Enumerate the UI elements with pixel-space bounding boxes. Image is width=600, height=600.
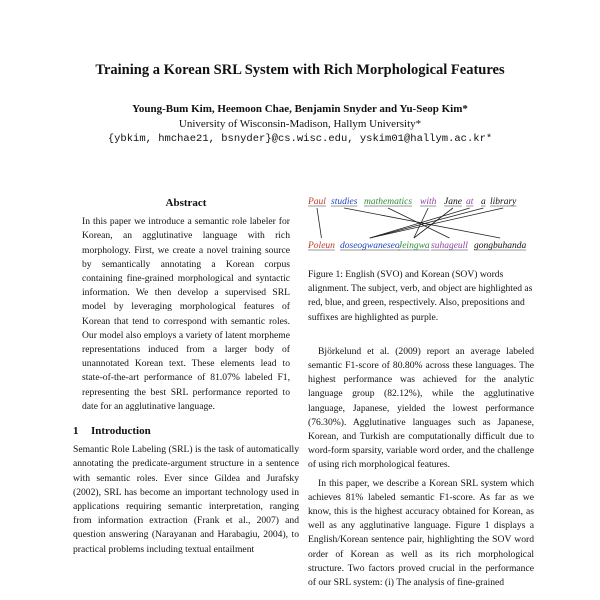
figure-caption: Figure 1: English (SVO) and Korean (SOV) words alignment. The subject, verb, and object are highlighted as red, blue, and green, respectively. Also, prepositions and suffixes are highlighted as purple. xyxy=(308,269,533,323)
alignment-line-1 xyxy=(344,208,500,238)
english-word-5: at xyxy=(466,197,474,207)
alignment-line-6 xyxy=(370,208,484,238)
section-number: 1 xyxy=(73,425,79,438)
paragraph-bjorkelund: Björkelund et al. (2009) report an average labeled semantic F1-score of 80.80% across these languages. The highest performance was achieved for the analytic language group (82.12%), while the agglutinative language, Japanese, yielded the lowest performance (76.30%). Agglutinative languages such as Japanese, Korean, and Turkish are computationally difficult due to word-form sparsity, variable word order, and the challenge of using rich morphological features. xyxy=(308,345,534,471)
english-word-3: with xyxy=(420,197,437,207)
author-list: Young-Bum Kim, Heemoon Chae, Benjamin Snyder and Yu-Seop Kim* xyxy=(132,103,468,115)
english-word-4: Jane xyxy=(444,197,462,207)
english-word-0: Paul xyxy=(308,197,326,207)
korean-word-2: Jeingwa xyxy=(398,241,430,251)
korean-word-1: doseogwaneseo xyxy=(340,241,400,251)
section-title: Introduction xyxy=(91,425,151,438)
paragraph-system-description: In this paper, we describe a Korean SRL system which achieves 81% labeled semantic F1-score. As far as we know, this is the highest accuracy obtained for Korean, as well as any agglutinative language. Figure 1 displays a English/Korean sentence pair, highlighting the SOV word order of Korean as well as its rich morphological structure. Two factors proved crucial in the performance of our SRL system: (i) The analysis of fine-grained xyxy=(308,477,534,589)
affiliation: University of Wisconsin-Madison, Hallym University* xyxy=(178,118,422,130)
abstract-text: In this paper we introduce a semantic role labeler for Korean, an agglutinative language with rich morphology. First, we create a novel training source by semantically annotating a Korean corpus containing fine-grained morphological and syntactic information. We then develop a supervised SRL model by leveraging morphological features of Korean that tend to correspond with semantic roles. Our model also employs a variety of latent morpheme representations induced from a larger body of unannotated Korean text. These elements lead to state-of-the-art performance of 81.07% labeled F1, representing the best SRL performance reported to date for an agglutinative language. xyxy=(82,216,290,412)
author-emails: {ybkim, hmchae21, bsnyder}@cs.wisc.edu, yskim01@hallym.ac.kr* xyxy=(107,133,493,145)
figure-1 xyxy=(308,192,534,262)
paper-title: Training a Korean SRL System with Rich Morphological Features xyxy=(95,62,505,78)
right-column xyxy=(308,192,534,590)
korean-word-3: suhageull xyxy=(431,241,468,251)
introduction-paragraph: Semantic Role Labeling (SRL) is the task of automatically annotating the predicate-argument structure in a sentence with semantic roles. Ever since Gildea and Jurafsky (2002), SRL has become an important technology used in applications requiring semantic interpretation, ranging from information extraction (Frank et al., 2007) and question answering (Narayanan and Harabagiu, 2004), to practical problems including textual entailment xyxy=(73,444,299,555)
alignment-line-0 xyxy=(317,208,321,238)
abstract-heading: Abstract xyxy=(165,197,207,209)
alignment-line-7 xyxy=(370,208,503,238)
english-word-7: library xyxy=(490,197,517,207)
english-word-1: studies xyxy=(331,197,358,207)
korean-word-4: gongbuhanda xyxy=(474,241,527,251)
left-column xyxy=(73,196,299,557)
section-heading-introduction xyxy=(73,424,299,438)
alignment-diagram xyxy=(308,192,534,262)
korean-word-0: Poleun xyxy=(308,241,335,251)
english-word-6: a xyxy=(481,197,486,207)
english-word-2: mathematics xyxy=(364,197,413,207)
